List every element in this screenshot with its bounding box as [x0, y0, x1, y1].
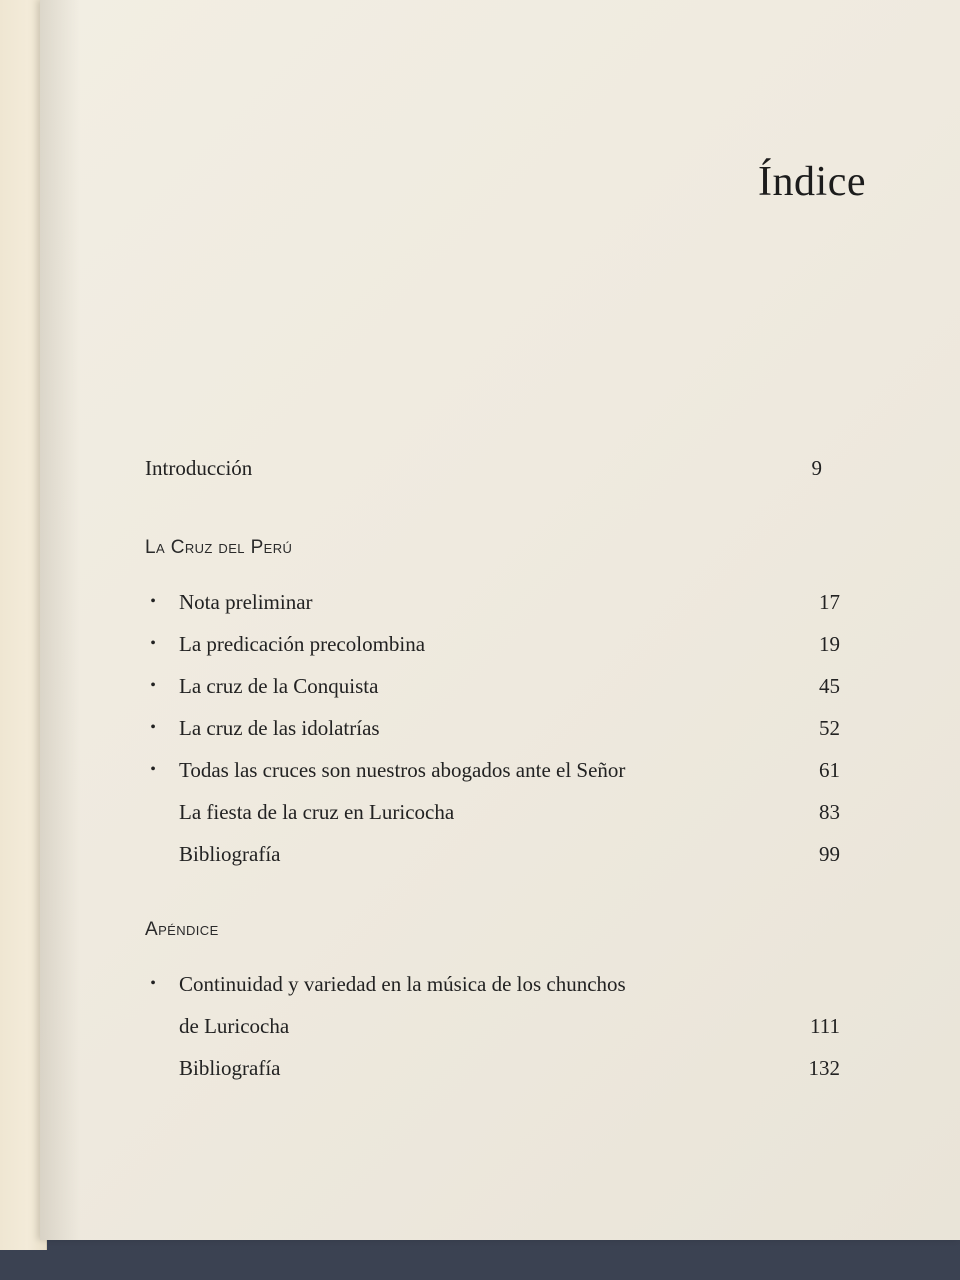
- toc-entry-label: Bibliografía: [179, 842, 281, 866]
- bullet: •: [150, 593, 156, 610]
- toc-entry-label: Continuidad y variedad en la música de los chunchos: [179, 972, 626, 996]
- toc-entry: [145, 836, 845, 878]
- toc-entry-page: 132: [808, 1056, 840, 1080]
- toc-entry-label: de Luricocha: [179, 1014, 290, 1038]
- toc-entry-page: 99: [819, 842, 840, 866]
- toc-entry: [145, 710, 845, 752]
- toc-entry-label: La cruz de las idolatrías: [179, 716, 380, 740]
- toc-entry: [145, 668, 845, 710]
- toc-entry: [145, 966, 845, 1008]
- toc-entry-introduction: [145, 450, 845, 492]
- bullet: •: [150, 677, 156, 694]
- section-2-entries: [145, 966, 845, 1092]
- toc-entry-label: Bibliografía: [179, 1056, 281, 1080]
- table-of-contents: [145, 450, 845, 1092]
- section-heading-apendice: Apéndice: [145, 919, 219, 940]
- toc-entry: [145, 1008, 845, 1050]
- bullet: •: [150, 975, 156, 992]
- toc-entry-label: Introducción: [145, 456, 253, 480]
- toc-entry: [145, 752, 845, 794]
- bullet: •: [150, 761, 156, 778]
- toc-entry-label: Nota preliminar: [179, 590, 313, 614]
- toc-entry-page: 17: [819, 590, 840, 614]
- bullet: •: [150, 635, 156, 652]
- toc-entry: [145, 1050, 845, 1092]
- toc-entry-label: Todas las cruces son nuestros abogados ante el Señor: [179, 758, 626, 782]
- section-1-entries: [145, 584, 845, 878]
- toc-entry: [145, 584, 845, 626]
- toc-entry-page: 45: [819, 674, 840, 698]
- toc-entry-label: La fiesta de la cruz en Luricocha: [179, 800, 455, 824]
- toc-entry: [145, 626, 845, 668]
- toc-entry-label: La cruz de la Conquista: [179, 674, 379, 698]
- toc-entry-page: 83: [819, 800, 840, 824]
- section-heading-la-cruz-del-peru: La Cruz del Perú: [145, 537, 293, 558]
- toc-entry-page: 111: [810, 1014, 840, 1038]
- toc-entry-page: 19: [819, 632, 840, 656]
- toc-entry-label: La predicación precolombina: [179, 632, 426, 656]
- toc-entry: [145, 794, 845, 836]
- toc-entry-page: 52: [819, 716, 840, 740]
- bullet: •: [150, 719, 156, 736]
- page-title: Índice: [758, 159, 866, 205]
- toc-entry-page: 9: [811, 456, 822, 480]
- toc-entry-page: 61: [819, 758, 840, 782]
